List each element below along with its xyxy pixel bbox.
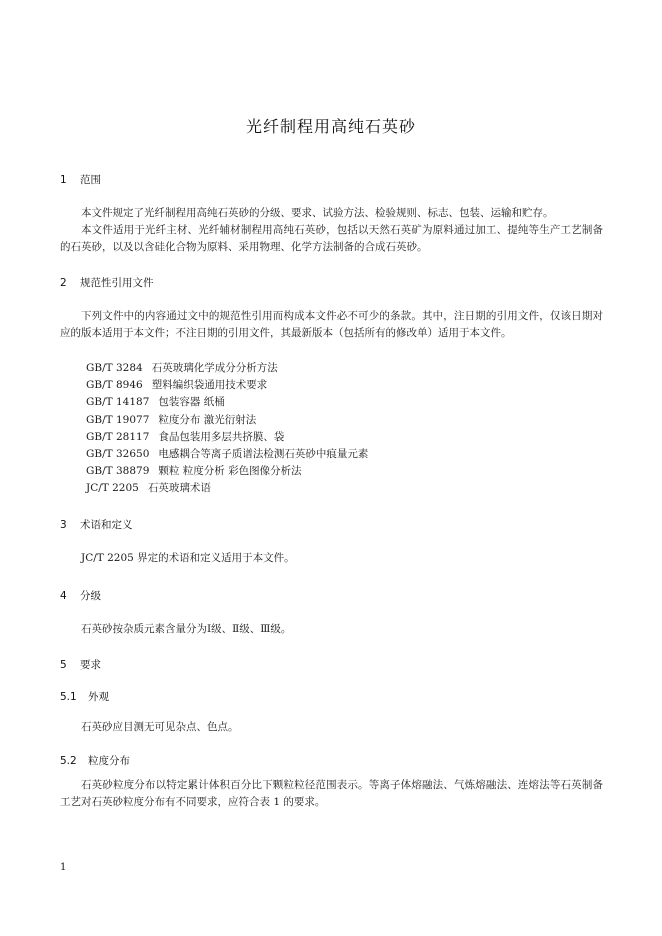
section-heading-requirements — [60, 657, 101, 672]
paragraph: 石英砂应目测无可见杂点、色点。 — [81, 721, 239, 733]
section-number: 2 — [60, 277, 67, 289]
reference-name: 食品包装用多层共挤膜、袋 — [158, 430, 285, 443]
section-heading-normative-references — [60, 275, 154, 290]
section-number: 4 — [60, 590, 67, 602]
reference-code: GB/T 28117 — [86, 430, 150, 443]
section-number: 5.2 — [60, 755, 77, 767]
section-title: 外观 — [88, 691, 109, 703]
reference-list — [86, 360, 368, 498]
section-title: 分级 — [80, 590, 101, 602]
reference-name: 石英玻璃术语 — [147, 482, 211, 495]
reference-name: 粒度分布 激光衍射法 — [158, 413, 257, 426]
reference-name: 石英玻璃化学成分分析方法 — [151, 362, 278, 374]
reference-code: GB/T 38879 — [86, 465, 150, 478]
reference-item — [86, 429, 368, 446]
reference-name: 包装容器 纸桶 — [158, 396, 225, 409]
reference-item — [86, 412, 368, 429]
reference-code: JC/T 2205 — [86, 482, 139, 495]
reference-item — [86, 394, 368, 411]
reference-code: GB/T 32650 — [86, 448, 150, 461]
section-number: 1 — [60, 174, 67, 186]
section-title: 粒度分布 — [88, 755, 130, 767]
paragraph: 石英砂粒度分布以特定累计体积百分比下颗粒粒径范围表示。等离子体熔融法、气炼熔融法、连熔法等石英制备工艺对石英砂粒度分布有不同要求，应符合表 1 的要求。 — [60, 779, 603, 808]
reference-name: 颗粒 粒度分析 彩色图像分析法 — [158, 465, 302, 478]
reference-item — [86, 463, 368, 480]
subsection-heading-appearance — [60, 689, 109, 704]
paragraph: 本文件规定了光纤制程用高纯石英砂的分级、要求、试验方法、检验规则、标志、包装、运输和贮存。 — [81, 207, 554, 219]
reference-item — [86, 446, 368, 463]
section-number: 5.1 — [60, 691, 77, 703]
section-heading-scope — [60, 172, 101, 187]
section-title: 规范性引用文件 — [80, 277, 154, 289]
section-number: 3 — [60, 519, 67, 531]
reference-code: GB/T 8946 — [86, 379, 143, 392]
document-title: 光纤制程用高纯石英砂 — [245, 117, 416, 136]
reference-item — [86, 377, 368, 394]
reference-name: 塑料编织袋通用技术要求 — [151, 379, 268, 392]
section-title: 范围 — [80, 174, 101, 186]
reference-item — [86, 480, 368, 497]
page-number: 1 — [60, 862, 67, 873]
section-heading-classification — [60, 588, 101, 603]
section-number: 5 — [60, 659, 67, 671]
section-title: 术语和定义 — [80, 519, 133, 531]
paragraph: JC/T 2205 界定的术语和定义适用于本文件。 — [81, 552, 295, 564]
reference-item — [86, 360, 368, 377]
section-heading-terms-definitions — [60, 517, 133, 532]
subsection-heading-particle-size — [60, 753, 130, 768]
reference-code: GB/T 3284 — [86, 362, 143, 374]
paragraph: 本文件适用于光纤主材、光纤辅材制程用高纯石英砂，包括以天然石英矿为原料通过加工、提纯等生产工艺制备的石英砂，以及以含硅化合物为原料、采用物理、化学方法制备的合成石英砂。 — [60, 224, 603, 253]
section-title: 要求 — [80, 659, 101, 671]
reference-name: 电感耦合等离子质谱法检测石英砂中痕量元素 — [158, 448, 369, 461]
paragraph: 下列文件中的内容通过文中的规范性引用而构成本文件必不可少的条款。其中，注日期的引用文件，仅该日期对应的版本适用于本文件；不注日期的引用文件，其最新版本（包括所有的修改单）适用于本文件。 — [60, 310, 603, 339]
reference-code: GB/T 14187 — [86, 396, 150, 409]
reference-code: GB/T 19077 — [86, 413, 150, 426]
paragraph: 石英砂按杂质元素含量分为Ⅰ级、Ⅱ级、Ⅲ级。 — [81, 623, 292, 635]
